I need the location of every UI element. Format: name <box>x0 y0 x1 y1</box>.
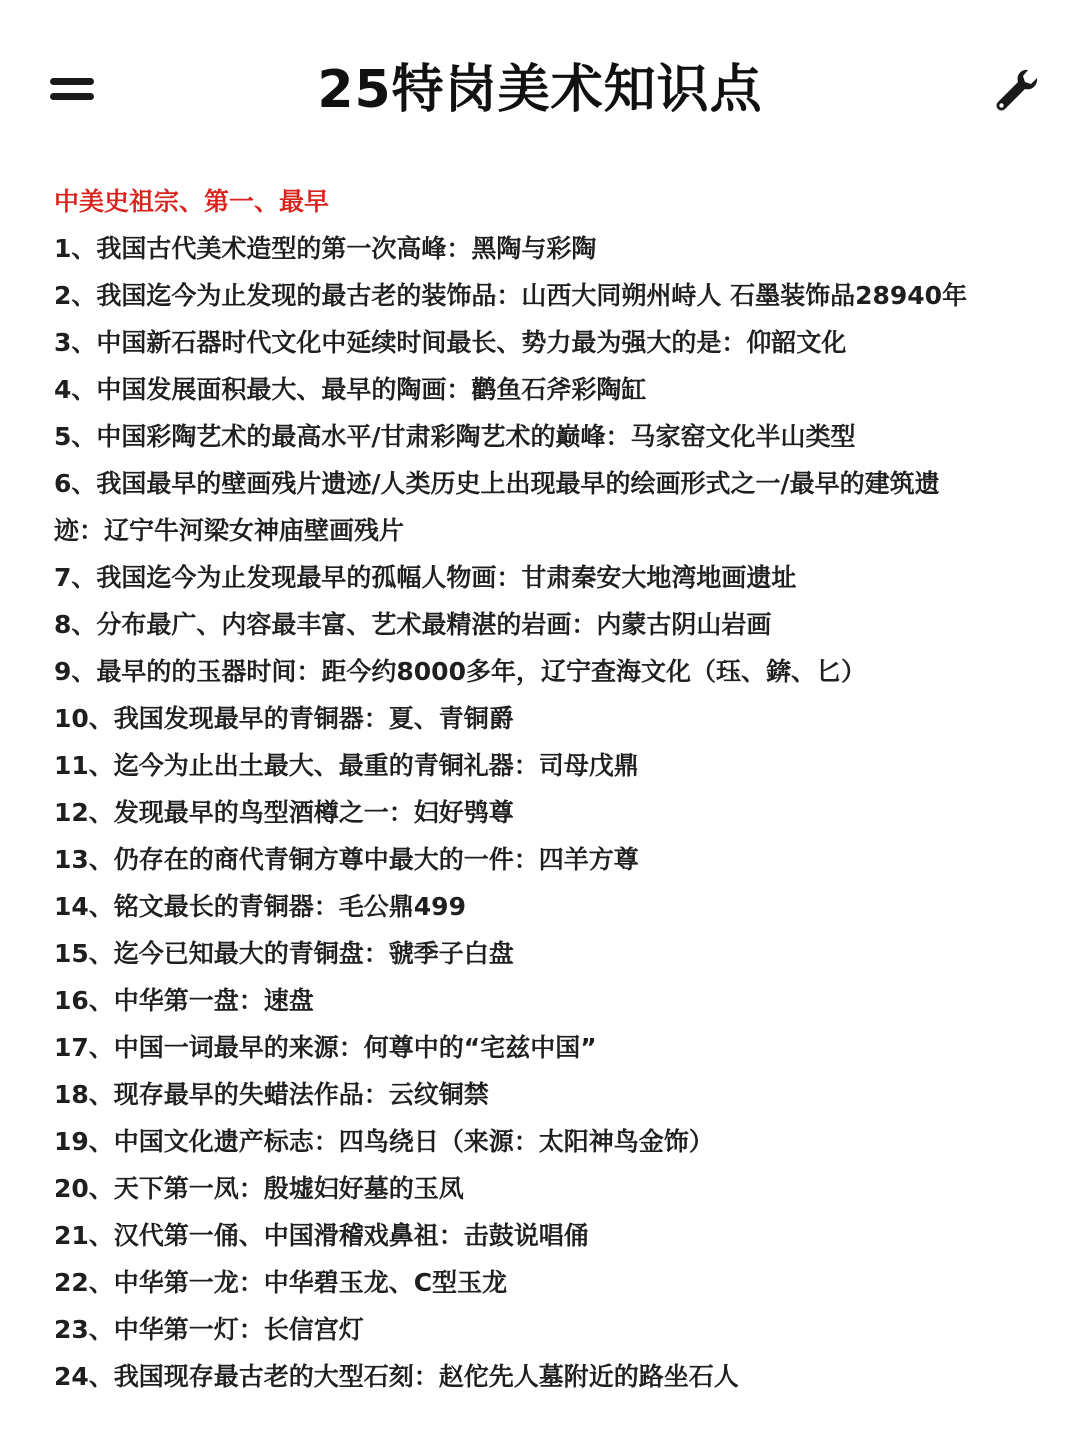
list-item: 21、汉代第一俑、中国滑稽戏鼻祖：击鼓说唱俑 <box>54 1221 589 1250</box>
notes-content <box>54 178 1044 1400</box>
section-heading: 中美史祖宗、第一、最早 <box>54 187 330 216</box>
list-item: 10、我国发现最早的青铜器：夏、青铜爵 <box>54 704 514 733</box>
list-item: 2、我国迄今为止发现的最古老的装饰品：山西大同朔州峙人 石墨装饰品28940年 <box>54 281 968 310</box>
list-item: 8、分布最广、内容最丰富、艺术最精湛的岩画：内蒙古阴山岩画 <box>54 610 772 639</box>
list-item: 6、我国最早的壁画残片遗迹/人类历史上出现最早的绘画形式之一/最早的建筑遗迹：辽宁牛河梁女神庙壁画残片 <box>54 469 940 545</box>
list-item: 1、我国古代美术造型的第一次高峰：黑陶与彩陶 <box>54 234 597 263</box>
list-item: 15、迄今已知最大的青铜盘：虢季子白盘 <box>54 939 514 968</box>
list-item: 18、现存最早的失蜡法作品：云纹铜禁 <box>54 1080 489 1109</box>
list-item: 7、我国迄今为止发现最早的孤幅人物画：甘肃秦安大地湾地画遗址 <box>54 563 797 592</box>
wrench-icon[interactable] <box>990 64 1042 116</box>
list-item: 19、中国文化遗产标志：四鸟绕日（来源：太阳神鸟金饰） <box>54 1127 714 1156</box>
list-item: 9、最早的的玉器时间：距今约8000多年，辽宁查海文化（珏、錛、匕） <box>54 657 866 686</box>
top-bar <box>0 0 1080 180</box>
list-item: 22、中华第一龙：中华碧玉龙、C型玉龙 <box>54 1268 508 1297</box>
list-item: 13、仍存在的商代青铜方尊中最大的一件：四羊方尊 <box>54 845 639 874</box>
hamburger-menu-icon[interactable] <box>48 72 96 108</box>
list-item: 12、发现最早的鸟型酒樽之一：妇好鸮尊 <box>54 798 514 827</box>
list-item: 23、中华第一灯：长信宫灯 <box>54 1315 364 1344</box>
list-item: 5、中国彩陶艺术的最高水平/甘肃彩陶艺术的巅峰：马家窑文化半山类型 <box>54 422 856 451</box>
list-item: 4、中国发展面积最大、最早的陶画：鹳鱼石斧彩陶缸 <box>54 375 647 404</box>
page-title: 25特岗美术知识点 <box>317 60 763 120</box>
list-item: 24、我国现存最古老的大型石刻：赵佗先人墓附近的路坐石人 <box>54 1362 739 1391</box>
list-item: 11、迄今为止出土最大、最重的青铜礼器：司母戊鼎 <box>54 751 639 780</box>
list-item: 14、铭文最长的青铜器：毛公鼎499 <box>54 892 466 921</box>
list-item: 17、中国一词最早的来源：何尊中的“宅兹中国” <box>54 1033 597 1062</box>
list-item: 20、天下第一凤：殷墟妇好墓的玉凤 <box>54 1174 464 1203</box>
list-item: 16、中华第一盘：速盘 <box>54 986 314 1015</box>
list-item: 3、中国新石器时代文化中延续时间最长、势力最为强大的是：仰韶文化 <box>54 328 847 357</box>
